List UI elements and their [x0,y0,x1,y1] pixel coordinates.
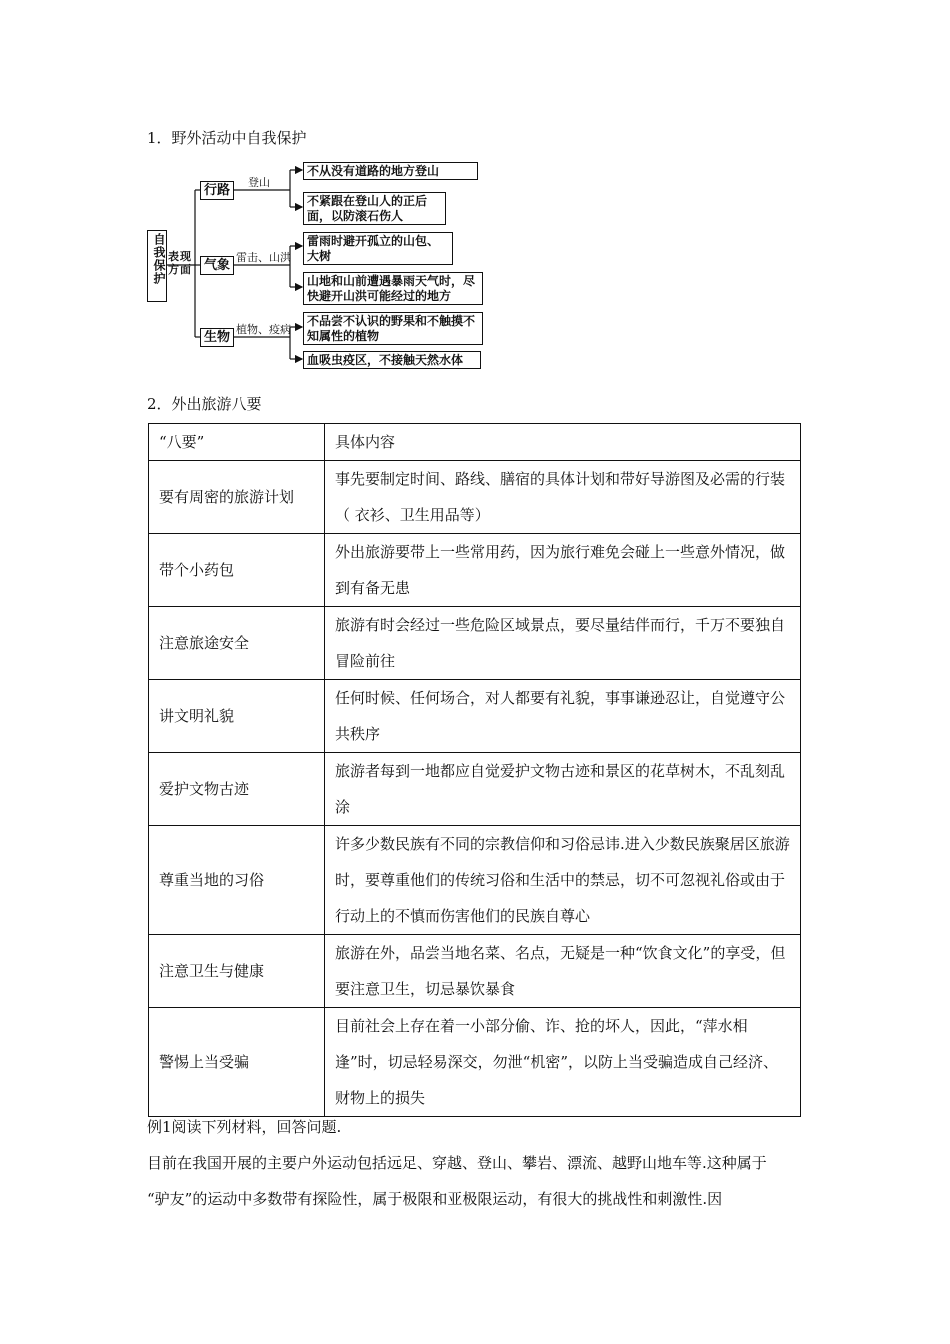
row-content: 旅游者每到一地都应自觉爱护文物古迹和景区的花草树木，不乱刻乱涂 [325,753,801,826]
row-content: 目前社会上存在着一小部分偷、诈、抢的坏人，因此，“萍水相逢”时，切忌轻易深交，勿泄“机密”，以防上当受骗造成自己经济、财物上的损失 [325,1008,801,1117]
row-content: 旅游在外，品尝当地名菜、名点，无疑是一种“饮食文化”的享受，但要注意卫生，切忌暴饮暴食 [325,935,801,1008]
row-name: 讲文明礼貌 [149,680,325,753]
row-content: 旅游有时会经过一些危险区域景点，要尽量结伴而行，千万不要独自冒险前往 [325,607,801,680]
example-line-1: 例1阅读下列材料，回答问题. [147,1118,342,1136]
table-row [149,826,801,935]
row-content: 外出旅游要带上一些常用药，因为旅行难免会碰上一些意外情况，做到有备无患 [325,534,801,607]
item-weather-1 [303,232,453,265]
item-weather-2-text: 山地和山前遭遇暴雨天气时，尽快避开山洪可能经过的地方 [307,274,476,303]
table-row [149,1008,801,1117]
table-row [149,461,801,534]
item-biology-2: 血吸虫疫区，不接触天然水体 [303,351,481,369]
row-name: 爱护文物古迹 [149,753,325,826]
item-biology-1 [303,312,483,345]
row-name: 警惕上当受骗 [149,1008,325,1117]
table-row [149,753,801,826]
row-name: 带个小药包 [149,534,325,607]
item-walking-2-text: 不紧跟在登山人的正后面，以防滚石伤人 [307,194,428,223]
table-row [149,534,801,607]
row-name: 尊重当地的习俗 [149,826,325,935]
table-header-row [149,424,801,461]
branch-label-text: 表现方面 [168,250,192,276]
row-content: 任何时候、任何场合，对人都要有礼貌，事事谦逊忍让，自觉遵守公共秩序 [325,680,801,753]
section1-title: 1．野外活动中自我保护 [147,129,307,147]
row-name: 注意卫生与健康 [149,935,325,1008]
table-row [149,607,801,680]
label-lightning-flood: 雷击、山洪 [236,251,291,264]
row-content: 许多少数民族有不同的宗教信仰和习俗忌讳.进入少数民族聚居区旅游时，要尊重他们的传统习俗和生活中的禁忌，切不可忽视礼俗或由于行动上的不慎而伤害他们的民族自尊心 [325,826,801,935]
diagram-root: 自我保护 [147,230,167,302]
row-content: 事先要制定时间、路线、膳宿的具体计划和带好导游图及必需的行装（ 衣衫、卫生用品等） [325,461,801,534]
section2-title: 2．外出旅游八要 [147,395,262,413]
label-climbing: 登山 [248,176,270,189]
category-walking: 行路 [200,181,234,200]
item-walking-2 [303,192,446,225]
row-name: 要有周密的旅游计划 [149,461,325,534]
example-line-3: “驴友”的运动中多数带有探险性，属于极限和亚极限运动，有很大的挑战性和刺激性.因 [147,1190,723,1208]
travel-rules-table [148,423,801,1117]
category-weather: 气象 [200,256,234,275]
example-line-2: 目前在我国开展的主要户外运动包括远足、穿越、登山、攀岩、漂流、越野山地车等.这种属于 [147,1154,767,1172]
diagram-branch-label [168,250,194,280]
header-cell: “八要” [149,424,325,461]
table-row [149,935,801,1008]
item-walking-1: 不从没有道路的地方登山 [303,162,478,180]
header-cell: 具体内容 [325,424,801,461]
item-weather-1-text: 雷雨时避开孤立的山包、大树 [307,234,440,263]
category-biology: 生物 [200,328,234,347]
item-biology-1-text: 不品尝不认识的野果和不触摸不知属性的植物 [307,314,476,343]
item-weather-2 [303,272,483,305]
label-plants-disease: 植物、疫病 [236,323,291,336]
table-row [149,680,801,753]
row-name: 注意旅途安全 [149,607,325,680]
